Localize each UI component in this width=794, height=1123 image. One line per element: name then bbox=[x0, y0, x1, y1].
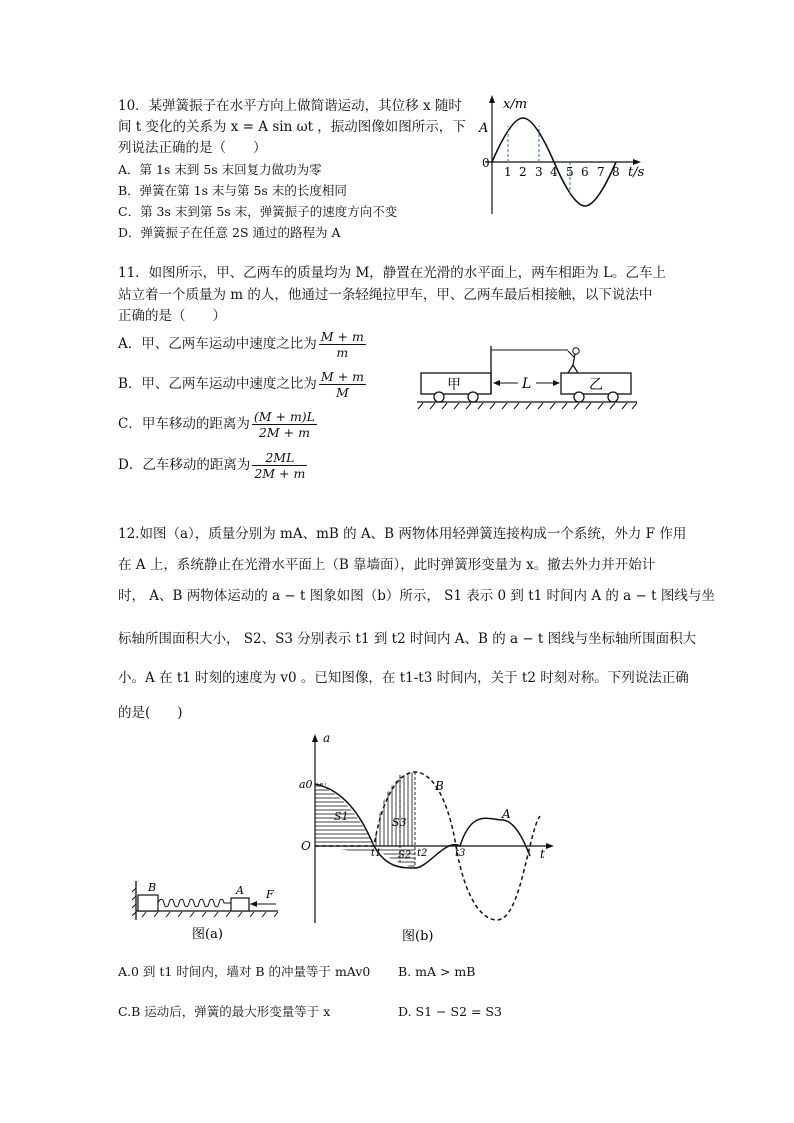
q11-person-leg-2 bbox=[573, 365, 578, 373]
q10-tick-7: 7 bbox=[597, 165, 605, 179]
q12-b-s2-label: S2 bbox=[398, 850, 412, 861]
q11-option-c bbox=[118, 409, 317, 440]
q12-block-b bbox=[138, 895, 158, 911]
q12-option-d: D. S1 − S2 = S3 bbox=[398, 1004, 502, 1019]
q10-origin-label: 0 bbox=[482, 156, 490, 170]
q10-tick-6: 6 bbox=[581, 165, 589, 179]
q11-line-2: 站立着一个质量为 m 的人，他通过一条轻绳拉甲车，甲、乙两车最后相接触，以下说法中 bbox=[118, 287, 653, 303]
q12-b-origin-label: O bbox=[301, 839, 311, 853]
q12-option-b: B. mA > mB bbox=[398, 964, 476, 979]
q11-option-d-den: 2M + m bbox=[254, 466, 306, 481]
q12-b-t2-label: t2 bbox=[417, 848, 428, 859]
q11-option-d bbox=[118, 450, 307, 481]
q12-b-curve-b-label: B bbox=[435, 779, 444, 793]
q12-fig-a-caption: 图(a) bbox=[192, 927, 223, 942]
q10-tick-5: 5 bbox=[566, 165, 574, 179]
q11-distance-arrow-right bbox=[553, 380, 560, 386]
q11-person-leg-1 bbox=[568, 365, 573, 373]
q12-option-c: C.B 运动后，弹簧的最大形变量等于 x bbox=[118, 1004, 331, 1019]
q12-label-a: A bbox=[236, 884, 244, 897]
q11-option-d-num: 2ML bbox=[252, 450, 307, 466]
q12-b-s1-label: S1 bbox=[334, 810, 349, 823]
q12-force-arrow bbox=[250, 901, 257, 907]
q11-option-a bbox=[118, 329, 366, 360]
q12-spring bbox=[158, 899, 231, 907]
q10-amp-label: A bbox=[479, 121, 489, 136]
q11-option-d-fraction bbox=[252, 450, 307, 481]
q11-cart-a-label: 甲 bbox=[447, 377, 461, 393]
q10-y-label: x/m bbox=[503, 97, 528, 112]
q11-option-c-text: C．甲车移动的距离为 bbox=[118, 416, 250, 432]
q12-b-curve-a-label: A bbox=[502, 807, 511, 821]
q10-tick-2: 2 bbox=[519, 165, 527, 179]
q10-line-1: 10．某弹簧振子在水平方向上做简谐运动，其位移 x 随时 bbox=[118, 98, 462, 114]
q11-cart-b-wheel-2 bbox=[608, 392, 618, 402]
q11-option-b-den: M bbox=[336, 385, 349, 400]
q10-x-label: t/s bbox=[628, 165, 645, 180]
q12-label-b: B bbox=[148, 881, 157, 894]
q12-line-2: 在 A 上，系统静止在光滑水平面上（B 靠墙面），此时弹簧形变量为 x。撤去外力并开始计 bbox=[118, 557, 656, 573]
q11-cart-a-wheel-2 bbox=[468, 392, 478, 402]
q12-line-5: 小。A 在 t1 时刻的速度为 v0 。已知图像，在 t1-t3 时间内，关于 t2 时刻对称。下列说法正确 bbox=[118, 670, 689, 686]
q11-option-a-fraction bbox=[319, 329, 366, 360]
q11-option-c-num: (M + m)L bbox=[253, 409, 315, 424]
q10-tick-3: 3 bbox=[535, 165, 543, 179]
q12-line-3: 时， A、B 两物体运动的 a − t 图象如图（b）所示， S1 表示 0 到 t1 时间内 A 的 a − t 图线与坐 bbox=[118, 588, 715, 604]
q11-cart-b-wheel-1 bbox=[574, 392, 584, 402]
q11-ground-hatch bbox=[418, 403, 637, 409]
q10-line-2: 间 t 变化的关系为 x = A sin ωt ，振动图像如图所示，下 bbox=[118, 119, 466, 135]
q10-option-b: B．弹簧在第 1s 末与第 5s 末的长度相同 bbox=[118, 183, 347, 198]
q11-carts-figure bbox=[415, 340, 640, 412]
q12-block-a bbox=[231, 898, 249, 911]
q11-option-a-text: A．甲、乙两车运动中速度之比为 bbox=[118, 336, 317, 352]
q10-option-a: A．第 1s 末到 5s 末回复力做功为零 bbox=[118, 162, 322, 177]
q10-graph bbox=[470, 92, 650, 222]
q12-fig-a bbox=[132, 876, 282, 946]
q12-option-a: A.0 到 t1 时间内，墙对 B 的冲量等于 mAv0 bbox=[118, 964, 371, 979]
q11-option-a-den: m bbox=[336, 345, 349, 360]
q11-cart-b-label: 乙 bbox=[589, 377, 603, 393]
q11-person-head bbox=[573, 348, 579, 354]
q10-y-arrow bbox=[489, 95, 495, 103]
q11-option-c-fraction bbox=[252, 409, 317, 440]
q10-tick-8: 8 bbox=[612, 165, 620, 179]
q12-fig-b-caption: 图(b) bbox=[402, 929, 434, 944]
q12-area-s-below bbox=[315, 846, 374, 853]
q12-b-x-arrow bbox=[546, 843, 554, 849]
q11-line-1: 11．如图所示，甲、乙两车的质量均为 M，静置在光滑的水平面上，两车相距为 L。乙车上 bbox=[118, 265, 667, 281]
q11-distance-label: L bbox=[522, 376, 532, 392]
q12-b-y-label: a bbox=[323, 731, 331, 745]
q11-option-d-text: D．乙车移动的距离为 bbox=[118, 457, 251, 473]
q11-option-c-den: 2M + m bbox=[258, 425, 310, 440]
q12-b-a0-label: a0 bbox=[299, 778, 313, 791]
q11-option-b bbox=[118, 369, 366, 400]
q12-b-y-arrow bbox=[312, 734, 318, 742]
q11-option-b-fraction bbox=[319, 369, 366, 400]
q10-line-3: 列说法正确的是（ ） bbox=[118, 140, 267, 156]
q12-b-t3-label: t3 bbox=[455, 848, 466, 859]
q12-fig-b bbox=[290, 728, 560, 946]
q12-floor-hatch bbox=[142, 912, 278, 917]
q11-option-a-num: M + m bbox=[320, 329, 364, 344]
q10-option-c: C．第 3s 末到第 5s 末，弹簧振子的速度方向不变 bbox=[118, 204, 398, 219]
q12-line-6: 的是( ) bbox=[118, 705, 183, 721]
q12-line-1: 12.如图（a），质量分别为 mA、mB 的 A、B 两物体用轻弹簧连接构成一个系统，外力 F 作用 bbox=[118, 526, 687, 542]
q11-option-b-text: B．甲、乙两车运动中速度之比为 bbox=[118, 376, 317, 392]
q10-option-d: D．弹簧振子在任意 2S 通过的路程为 A bbox=[118, 225, 341, 240]
q10-tick-4: 4 bbox=[550, 165, 558, 179]
q12-b-x-label: t bbox=[540, 847, 545, 861]
q10-tick-1: 1 bbox=[504, 165, 512, 179]
q12-b-s3-label: S3 bbox=[392, 816, 407, 829]
q11-cart-a-wheel-1 bbox=[434, 392, 444, 402]
q12-label-f: F bbox=[266, 888, 274, 901]
q12-line-4: 标轴所围面积大小， S2、S3 分别表示 t1 到 t2 时间内 A、B 的 a − t 图线与坐标轴所围面积大 bbox=[118, 631, 697, 647]
q11-option-b-num: M + m bbox=[320, 369, 364, 384]
q12-b-t1-label: t1 bbox=[371, 848, 382, 859]
q11-distance-arrow-left bbox=[493, 380, 500, 386]
q12-area-s3-b bbox=[374, 772, 415, 846]
q11-line-3: 正确的是（ ） bbox=[118, 308, 226, 324]
